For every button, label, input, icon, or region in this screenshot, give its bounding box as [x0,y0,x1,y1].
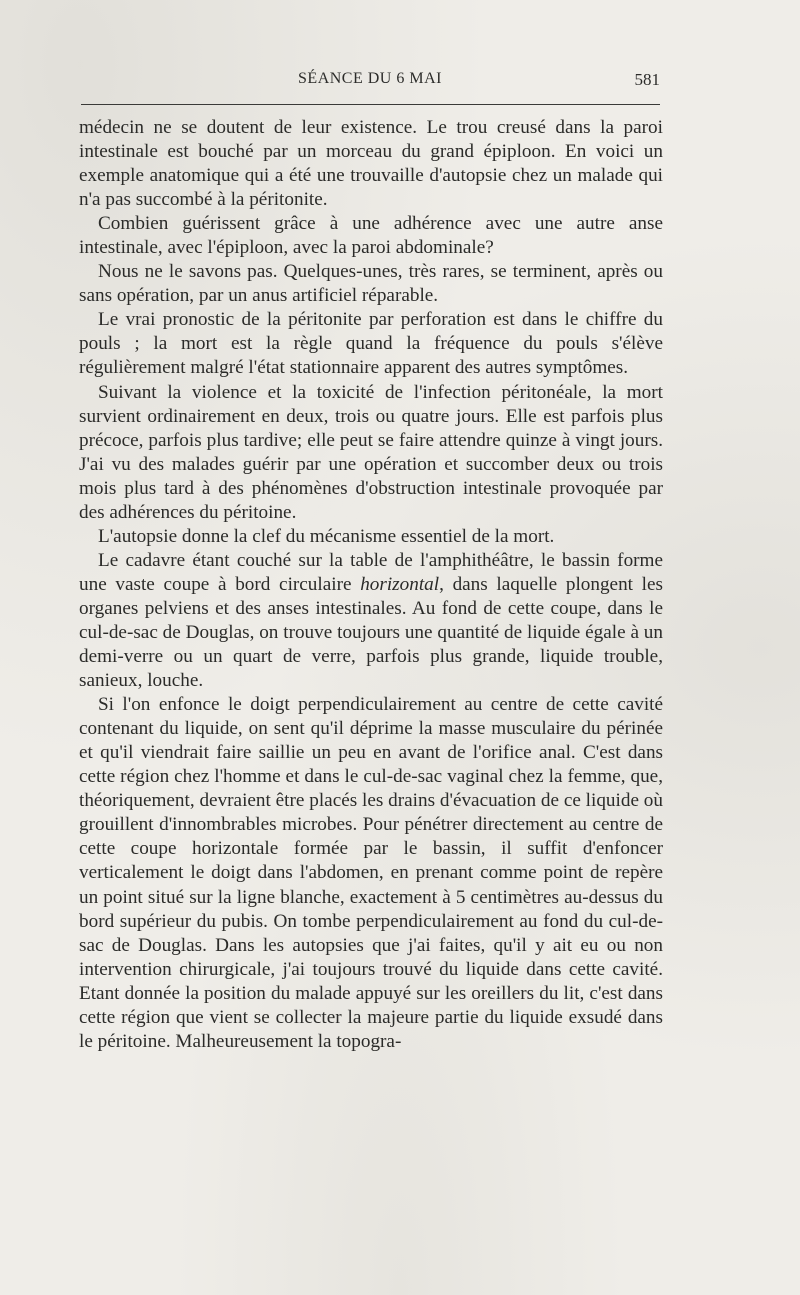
paragraph-5: Suivant la violence et la toxicité de l'infection péritonéale, la mort survient ordinairement en deux, trois ou quatre jours. Elle est parfois plus précoce, parfois plus tardive; elle peut se faire attendre quinze à vingt jours. J'ai vu des malades guérir par une opération et succomber deux ou trois mois plus tard à des phénomènes d'obstruction intestinale provoquée par des adhérences du péritoine. [79,381,663,523]
paragraph-1: médecin ne se doutent de leur existence. Le trou creusé dans la paroi intestinale est bouché par un morceau du grand épiploon. En voici un exemple anatomique qui a été une trouvaille d'autopsie chez un malade qui n'a pas succombé à la péritonite. [79,117,663,211]
paragraph-4: Le vrai pronostic de la péritonite par perforation est dans le chiffre du pouls ; la mort est la règle quand la fréquence du pouls s'élève régulièrement malgré l'état stationnaire apparent des autres symptômes. [79,309,663,379]
paragraph-3: Nous ne le savons pas. Quelques-unes, très rares, se terminent, après ou sans opération, par un anus artificiel réparable. [79,261,663,307]
italic-word: horizontal [360,573,440,595]
body-text [79,116,663,1054]
header-rule [81,104,660,105]
paragraph-7-start: Le cadavre étant couché sur la table de l'amphithéâtre, le bassin forme une vaste coupe à bord circulaire [79,549,663,595]
paragraph-6: L'autopsie donne la clef du mécanisme essentiel de la mort. [98,525,555,547]
running-header [80,70,660,94]
paragraph-7 [79,549,663,693]
page-number: 581 [634,70,660,89]
paragraph-2: Combien guérissent grâce à une adhérence avec une autre anse intestinale, avec l'épiploon, avec la paroi abdominale? [79,213,663,259]
paragraph-7-end: , dans laquelle plongent les organes pelviens et des anses intestinales. Au fond de cette coupe, dans le cul-de-sac de Douglas, on trouve toujours une quantité de liquide égale à un demi-verre ou un quart de verre, parfois plus grande, liquide trouble, sanieux, louche. [79,573,663,692]
paragraph-8: Si l'on enfonce le doigt perpendiculairement au centre de cette cavité contenant du liquide, on sent qu'il déprime la masse musculaire du périnée et qu'il viendrait faire saillie un peu en avant de l'orifice anal. C'est dans cette région chez l'homme et dans le cul-de-sac vaginal chez la femme, que, théoriquement, devraient être placés les drains d'évacuation de ce liquide où grouillent d'innombrables microbes. Pour pénétrer directement au centre de cette coupe horizontale formée par le bassin, il suffit d'enfoncer verticalement le doigt dans l'abdomen, en prenant comme point de repère un point situé sur la ligne blanche, exactement à 5 centimètres au-dessus du bord supérieur du pubis. On tombe perpendiculairement au fond du cul-de-sac de Douglas. Dans les autopsies que j'ai faites, qu'il y ait eu ou non intervention chirurgicale, j'ai toujours trouvé du liquide dans cette cavité. Etant donnée la position du malade appuyé sur les oreillers du lit, c'est dans cette région que vient se collecter la majeure partie du liquide exsudé dans le péritoine. Malheureusement la topogra- [79,694,663,1052]
running-title: SÉANCE DU 6 MAI [298,70,442,87]
